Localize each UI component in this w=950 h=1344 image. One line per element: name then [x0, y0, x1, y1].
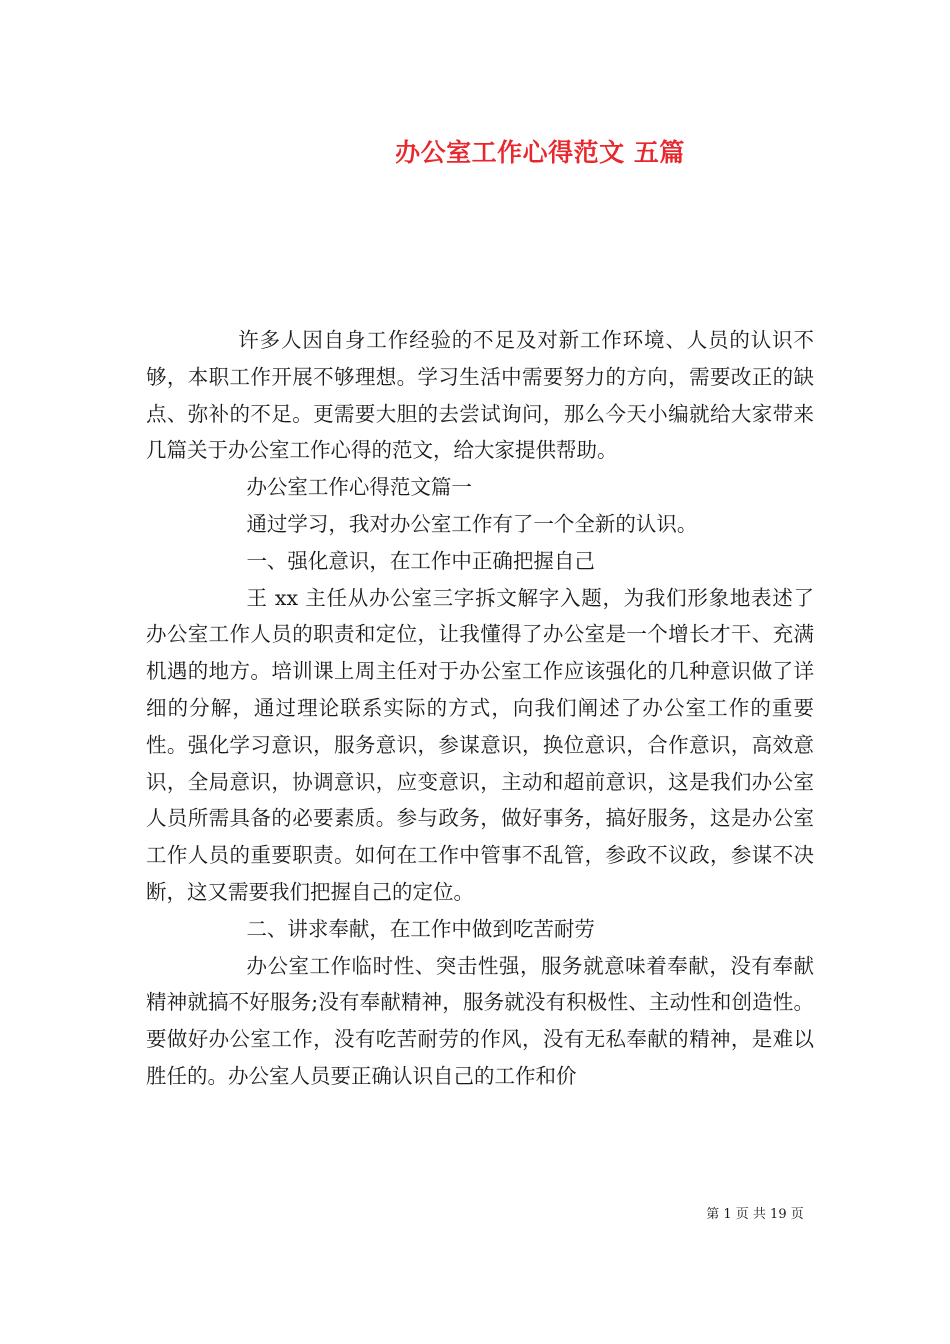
paragraph-learning: 通过学习，我对办公室工作有了一个全新的认识。: [246, 511, 698, 536]
section-heading-one: 一、强化意识，在工作中正确把握自己: [246, 548, 595, 573]
intro-paragraph: 许多人因自身工作经验的不足及对新工作环境、人员的认识不够，本职工作开展不够理想。学习生活中需要努力的方向，需要改正的缺点、弥补的不足。更需要大胆的去尝试询问，那么今天小编就给大家带来几篇关于办公室工作心得的范文，给大家提供帮助。: [146, 328, 814, 463]
document-body: [146, 322, 814, 1095]
document-title: 办公室工作心得范文 五篇: [395, 138, 685, 167]
paragraph-dedication: 办公室工作临时性、突击性强，服务就意味着奉献，没有奉献精神就搞不好服务;没有奉献精神，服务就没有积极性、主动性和创造性。要做好办公室工作，没有吃苦耐劳的作风，没有无私奉献的精神，是难以胜任的。办公室人员要正确认识自己的工作和价: [146, 953, 814, 1088]
page-footer: 第 1 页 共 19 页: [706, 1207, 804, 1222]
section-heading-article-one: 办公室工作心得范文篇一: [246, 475, 472, 500]
paragraph-awareness: 王 xx 主任从办公室三字拆文解字入题，为我们形象地表述了办公室工作人员的职责和定位，让我懂得了办公室是一个增长才干、充满机遇的地方。培训课上周主任对于办公室工作应该强化的几种意识做了详细的分解，通过理论联系实际的方式，向我们阐述了办公室工作的重要性。强化学习意识，服务意识，参谋意识，换位意识，合作意识，高效意识，全局意识，协调意识，应变意识，主动和超前意识，这是我们办公室人员所需具备的必要素质。参与政务，做好事务，搞好服务，这是办公室工作人员的重要职责。如何在工作中管事不乱管，参政不议政，参谋不决断，这又需要我们把握自己的定位。: [146, 585, 814, 904]
section-heading-two: 二、讲求奉献，在工作中做到吃苦耐劳: [246, 916, 595, 941]
